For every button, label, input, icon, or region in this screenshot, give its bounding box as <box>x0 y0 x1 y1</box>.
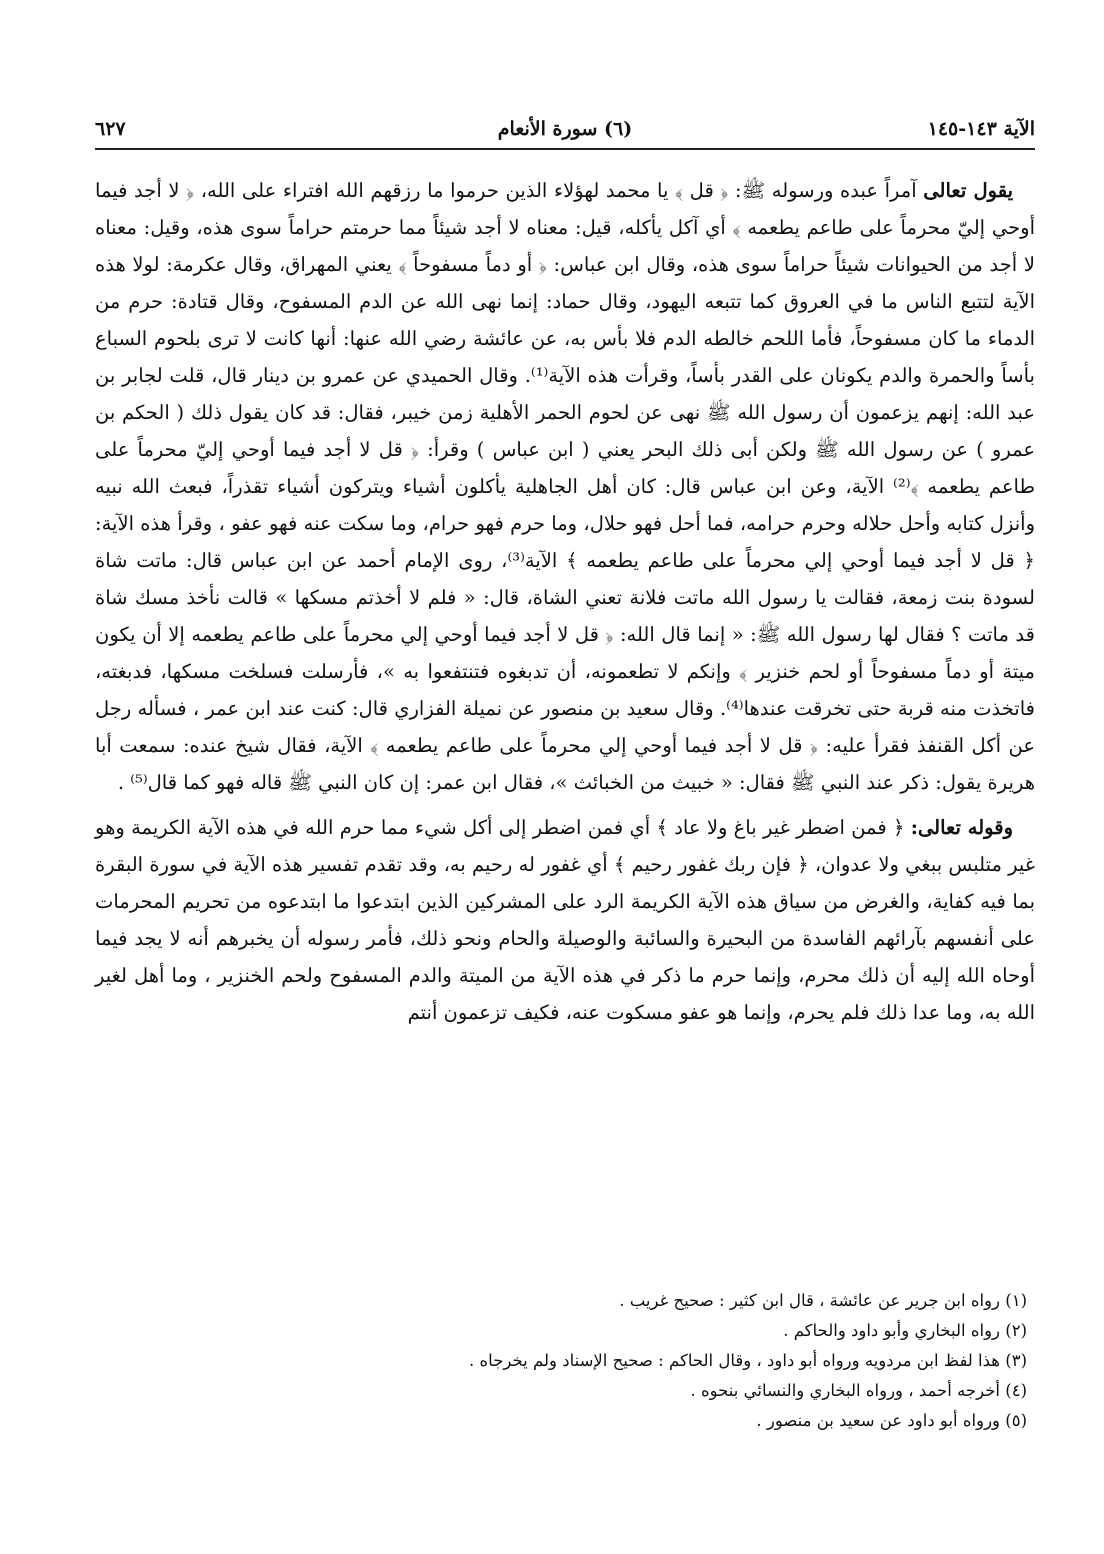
page-number: ٦٢٧ <box>95 118 126 140</box>
paragraph-1-text: آمراً عبده ورسوله ﷺ: ﴿ قل ﴾ يا محمد لهؤلاء الذين حرموا ما رزقهم الله افتراء على الله، ﴿ لا أجد فيما أوحي إليّ محرماً على طاعم يطعمه ﴾ أي آكل يأكله، قيل: معناه لا أجد شيئاً مما حرمتم حراماً سوى هذه، وقيل: معناه لا أجد من الحيوانات شيئاً حراماً سوى هذه، وقال ابن عباس: ﴿ أو دماً مسفوحاً ﴾ يعني المهراق، وقال عكرمة: لولا هذه الآية لتتبع الناس ما في العروق كما تتبعه اليهود، وقال حماد: إنما نهى الله عن الدم المسفوح، وقال قتادة: حرم من الدماء ما كان مسفوحاً، فأما اللحم خالطه الدم فلا بأس به، عن عائشة رضي الله عنها: أنها كانت لا ترى بلحوم السباع بأساً والحمرة والدم يكونان على القدر بأساً، وقرأت هذه الآية⁽¹⁾. وقال الحميدي عن عمرو بن دينار قال، قلت لجابر بن عبد الله: إنهم يزعمون أن رسول الله ﷺ نهى عن لحوم الحمر الأهلية زمن خيبر، فقال: قد كان يقول ذلك ( الحكم بن عمرو ) عن رسول الله ﷺ ولكن أبى ذلك البحر يعني ( ابن عباس ) وقرأ: ﴿ قل لا أجد فيما أوحي إليّ محرماً على طاعم يطعمه ﴾⁽²⁾ الآية، وعن ابن عباس قال: كان أهل الجاهلية يأكلون أشياء ويتركون أشياء تقذراً، فبعث الله نبيه وأنزل كتابه وأحل حلاله وحرم حرامه، فما أحل فهو حلال، وما حرم فهو حرام، وما سكت عنه فهو عفو ، وقرأ هذه الآية: ﴿ قل لا أجد فيما أوحي إلي محرماً على طاعم يطعمه ﴾ الآية⁽³⁾، روى الإمام أحمد عن ابن عباس قال: ماتت شاة لسودة بنت زمعة، فقالت يا رسول الله ماتت فلانة تعني الشاة، قال: « فلم لا أخذتم مسكها » قالت نأخذ مسك شاة قد ماتت ؟ فقال لها رسول الله ﷺ: « إنما قال الله: ﴿ قل لا أجد فيما أوحي إلي محرماً على طاعم يطعمه إلا أن يكون ميتة أو دماً مسفوحاً أو لحم خنزير ﴾ وإنكم لا تطعمونه، أن تدبغوه فتنتفعوا به »، فأرسلت فسلخت مسكها، فدبغته، فاتخذت منه قربة حتى تخرقت عندها⁽⁴⁾. وقال سعيد بن منصور عن نميلة الفزاري قال: كنت عند ابن عمر ، فسأله رجل عن أكل القنفذ فقرأ عليه: ﴿ قل لا أجد فيما أوحي إلي محرماً على طاعم يطعمه ﴾ الآية، فقال شيخ عنده: سمعت أبا هريرة يقول: ذكر عند النبي ﷺ فقال: « خبيث من الخبائث »، فقال ابن عمر: إن كان النبي ﷺ قاله فهو كما قال⁽⁵⁾ . <box>95 179 1036 794</box>
paragraph-2-lead: وقوله تعالى: <box>910 816 1013 839</box>
paragraph-2-text: ﴿ فمن اضطر غير باغ ولا عاد ﴾ أي فمن اضطر إلى أكل شيء مما حرم الله في هذه الآية الكريمة وهو غير متلبس ببغي ولا عدوان، ﴿ فإن ربك غفور رحيم ﴾ أي غفور له رحيم به، وقد تقدم تفسير هذه الآية في سورة البقرة بما فيه كفاية، والغرض من سياق هذه الآية الكريمة الرد على المشركين الذين ابتدعوا ما ابتدعوه من تحريم المحرمات على أنفسهم بآرائهم الفاسدة من البحيرة والسائبة والوصيلة والحام ونحو ذلك، فأمر رسوله أن يخبرهم أنه لا يجد فيما أوحاه الله إليه أن ذلك محرم، وإنما حرم ما ذكر في هذه الآية من الميتة والدم المسفوح ولحم الخنزير ، وما أهل لغير الله به، وما عدا ذلك فلم يحرم، وإنما هو عفو مسكوت عنه، فكيف تزعمون أنتم <box>95 816 1035 1024</box>
paragraph-2 <box>95 809 1035 1031</box>
footnotes <box>95 1286 1035 1436</box>
header-rule <box>95 148 1035 150</box>
tafsir-body <box>95 172 1035 1031</box>
page-header <box>95 118 1035 152</box>
verse-range: الآية ١٤٣-١٤٥ <box>927 118 1035 140</box>
paragraph-1 <box>95 172 1035 801</box>
footnote-3: (٣) هذا لفظ ابن مردويه ورواه أبو داود ، وقال الحاكم : صحيح الإسناد ولم يخرجاه . <box>469 1351 1027 1370</box>
footnote-5: (٥) ورواه أبو داود عن سعيد بن منصور . <box>756 1411 1027 1430</box>
footnote-4: (٤) أخرجه أحمد ، ورواه البخاري والنسائي بنحوه . <box>690 1381 1027 1400</box>
paragraph-1-lead: يقول تعالى <box>923 179 1013 202</box>
footnote-1: (١) رواه ابن جرير عن عائشة ، قال ابن كثير : صحيح غريب . <box>619 1291 1027 1310</box>
surah-title: (٦) سورة الأنعام <box>497 118 633 140</box>
footnote-2: (٢) رواه البخاري وأبو داود والحاكم . <box>783 1321 1027 1340</box>
